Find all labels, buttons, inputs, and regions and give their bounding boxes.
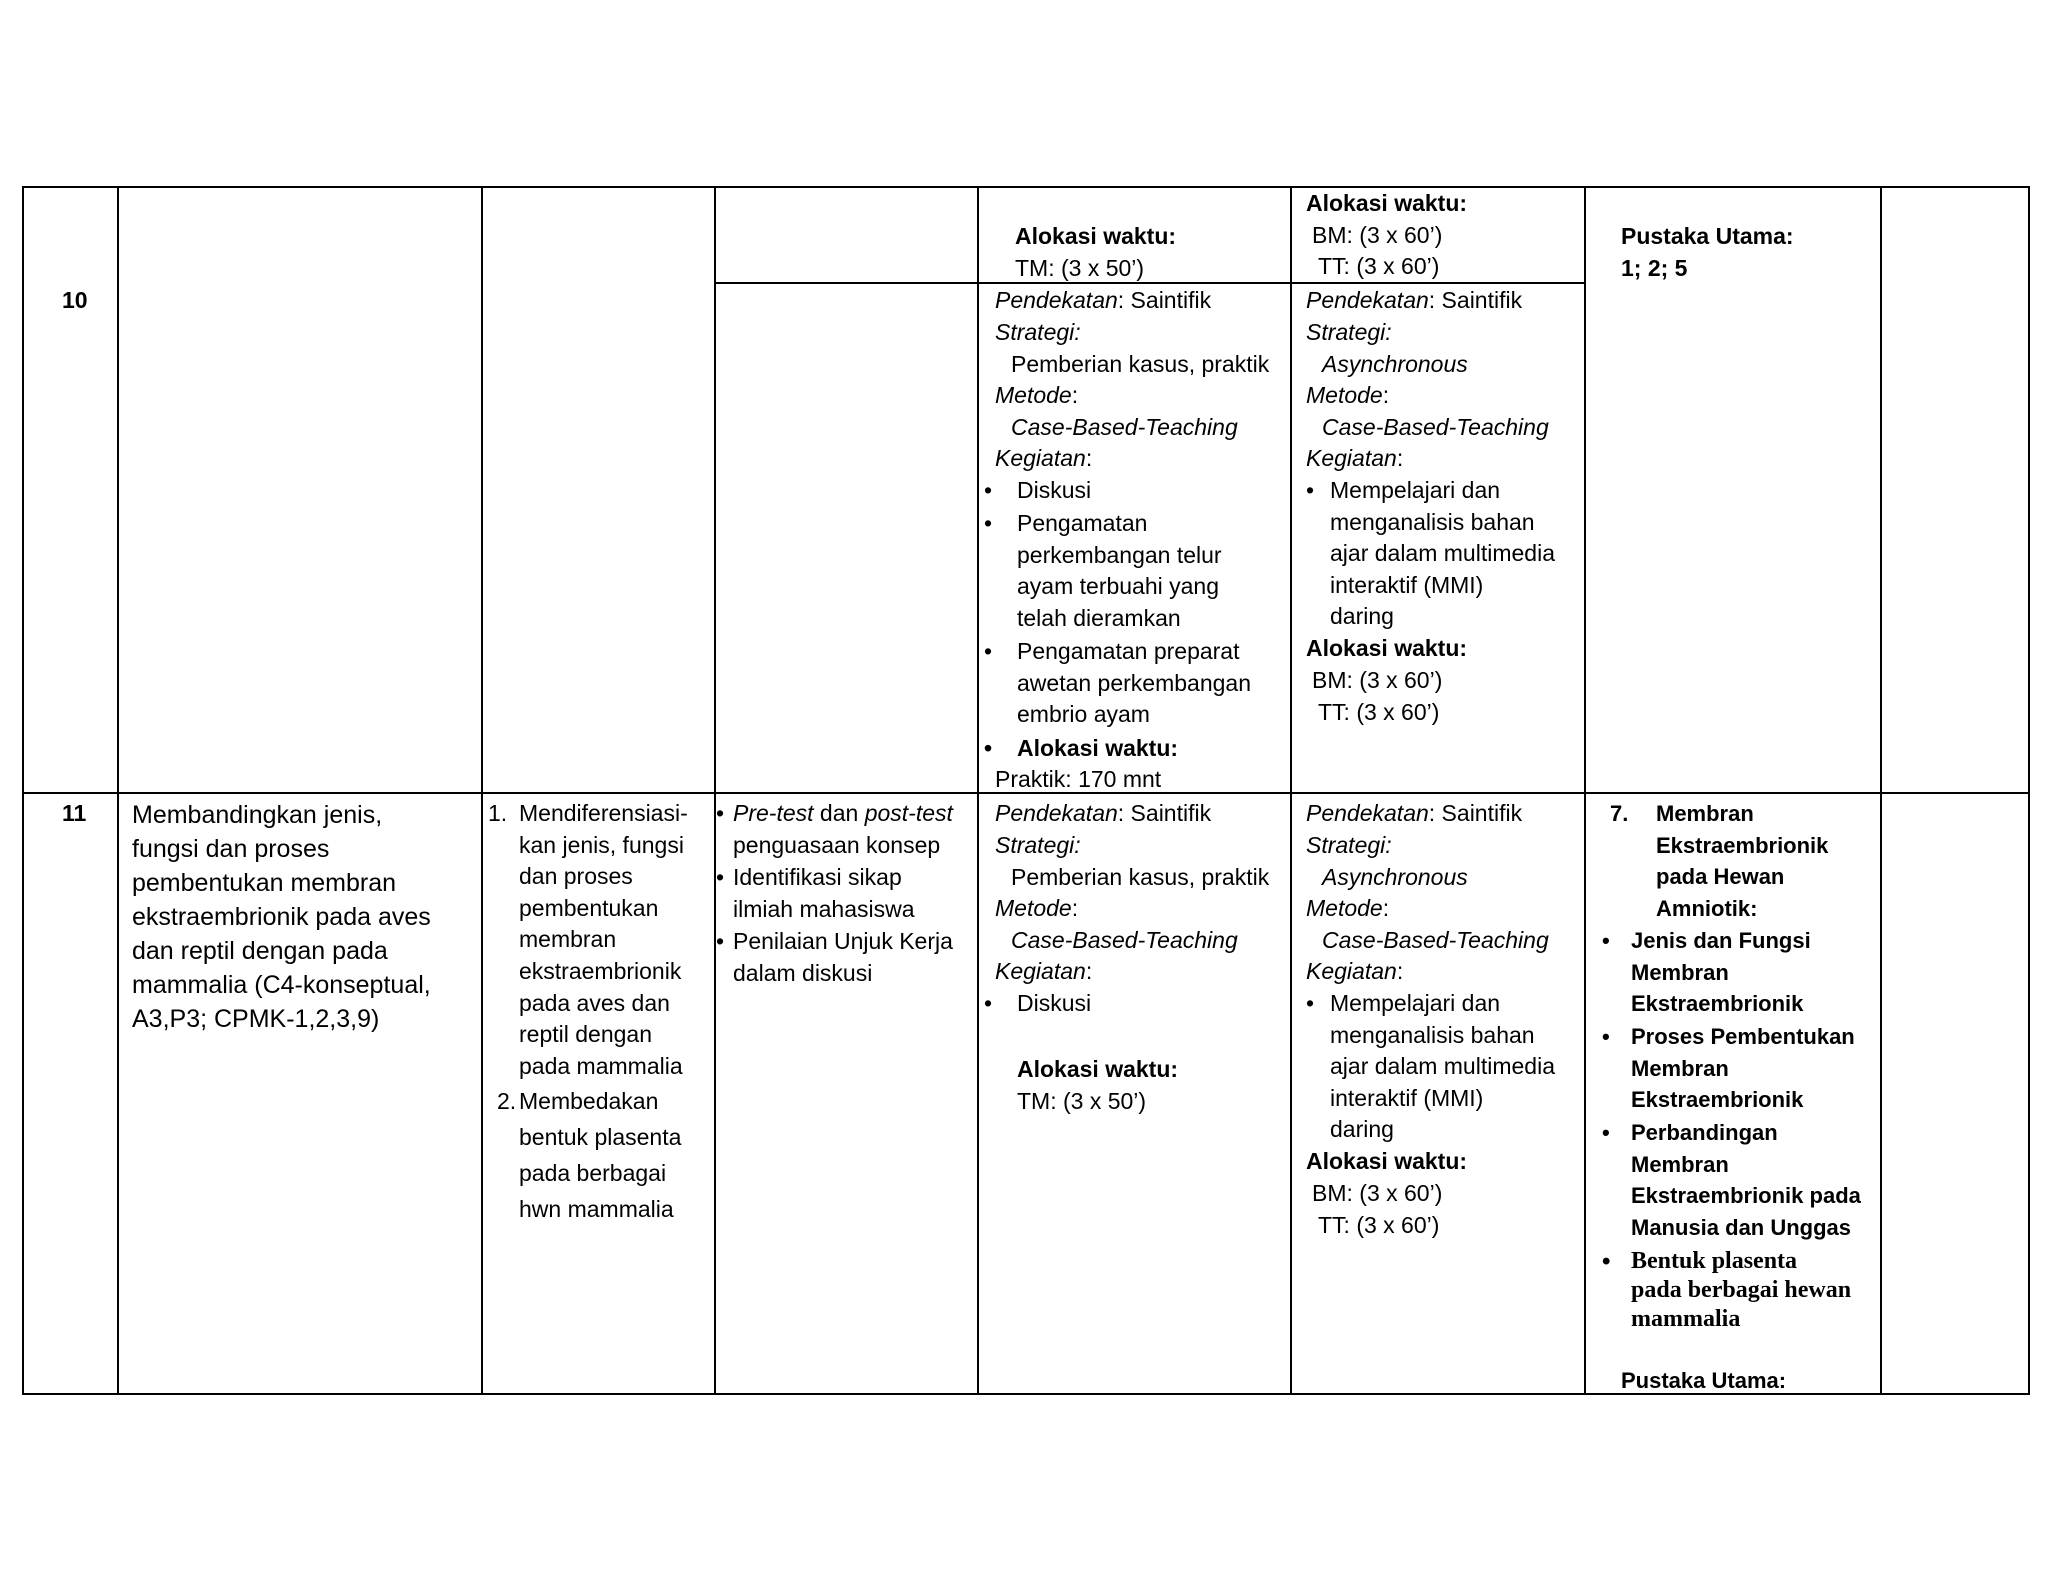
bm-value: BM: (3 x 60’) bbox=[1312, 667, 1443, 693]
row11-learning-objective: Membandingkan jenis, fungsi dan proses pembentukan membran ekstraembrionik pada aves dan reptil dengan pada mammalia (C4-konseptual, A3,P3; CPMK-1,2,3,9) bbox=[132, 801, 431, 1033]
pendekatan bbox=[995, 798, 1211, 830]
alokasi-label: Alokasi waktu: bbox=[1306, 190, 1468, 216]
pendekatan-value: : Saintifik bbox=[1117, 287, 1212, 313]
metode-label: Metode bbox=[995, 382, 1072, 408]
material-heading: 7. Membran Ekstraembrionik pada Hewan Amniotik: bbox=[1610, 801, 1829, 921]
pendekatan-value: : Saintifik bbox=[1428, 287, 1523, 313]
col-border-1 bbox=[117, 186, 119, 1395]
indicator-1: 1. Mendiferensiasi- kan jenis, fungsi dan proses pembentukan membran ekstraembrionik pada aves dan reptil dengan pada mammalia bbox=[488, 800, 688, 1079]
metode-colon: : bbox=[1382, 895, 1390, 921]
praktik-value: Praktik: 170 mnt bbox=[995, 766, 1162, 792]
bm-value: BM: (3 x 60’) bbox=[1312, 1180, 1443, 1206]
pendekatan-label: Pendekatan bbox=[995, 287, 1118, 313]
strategi-value: Asynchronous bbox=[1322, 351, 1468, 377]
bm-value: BM: (3 x 60’) bbox=[1312, 221, 1443, 248]
strategi-value: Asynchronous bbox=[1322, 864, 1468, 890]
metode-value: Case-Based-Teaching bbox=[1322, 414, 1549, 440]
table-top-border bbox=[22, 186, 2030, 188]
strategi-label: Strategi: bbox=[1306, 832, 1392, 858]
kegiatan-label: Kegiatan bbox=[995, 958, 1086, 984]
col-border-4 bbox=[977, 186, 979, 1395]
alokasi-label: Alokasi waktu: bbox=[1017, 1056, 1179, 1082]
tt-value: TT: (3 x 60’) bbox=[1318, 1212, 1440, 1238]
col-border-3 bbox=[714, 186, 716, 1395]
list-item: • Identifikasi sikap ilmiah mahasiswa bbox=[716, 864, 915, 922]
tm-value: TM: (3 x 50’) bbox=[1015, 254, 1145, 281]
list-item: • Proses Pembentukan Membran Ekstraembrionik bbox=[1602, 1024, 1855, 1113]
metode-label: Metode bbox=[1306, 382, 1383, 408]
kegiatan-colon: : bbox=[1085, 958, 1093, 984]
row11-number: 11 bbox=[62, 800, 87, 826]
metode-value: Case-Based-Teaching bbox=[1011, 414, 1238, 440]
kegiatan bbox=[1306, 443, 1403, 475]
metode-value: Case-Based-Teaching bbox=[1011, 927, 1238, 953]
pendekatan-label: Pendekatan bbox=[995, 800, 1118, 826]
kegiatan bbox=[995, 956, 1092, 988]
list-item: • Alokasi waktu: bbox=[984, 735, 1179, 761]
list-item: • Pre-test dan post-test penguasaan konsep bbox=[716, 800, 953, 858]
list-item: • Bentuk plasenta pada berbagai hewan mammalia bbox=[1602, 1248, 1852, 1332]
pendekatan bbox=[1306, 798, 1522, 830]
kegiatan-colon: : bbox=[1085, 445, 1093, 471]
metode bbox=[1306, 893, 1389, 925]
row10-top-col5 bbox=[1015, 221, 1176, 284]
pendekatan-label: Pendekatan bbox=[1306, 287, 1429, 313]
list-item: • Diskusi bbox=[984, 990, 1092, 1016]
col-border-7 bbox=[1880, 186, 1882, 1395]
pendekatan-value: : Saintifik bbox=[1428, 800, 1523, 826]
metode-label: Metode bbox=[995, 895, 1072, 921]
pustaka-refs: 1; 2; 5 bbox=[1621, 254, 1688, 281]
metode bbox=[995, 380, 1078, 412]
kegiatan-label: Kegiatan bbox=[995, 445, 1086, 471]
row10-top-col7 bbox=[1621, 221, 1794, 284]
tm-value: TM: (3 x 50’) bbox=[1017, 1088, 1147, 1114]
col-border-0 bbox=[22, 186, 24, 1395]
pustaka-label: Pustaka Utama: bbox=[1621, 1368, 1787, 1393]
list-item: • Pengamatan perkembangan telur ayam terbuahi yang telah dieramkan bbox=[984, 510, 1222, 631]
list-item: • Penilaian Unjuk Kerja dalam diskusi bbox=[716, 928, 953, 986]
list-item: • Jenis dan Fungsi Membran Ekstraembrionik bbox=[1602, 928, 1811, 1017]
alokasi-label: Alokasi waktu: bbox=[1015, 223, 1177, 249]
metode-value: Case-Based-Teaching bbox=[1322, 927, 1549, 953]
strategi-label: Strategi: bbox=[1306, 319, 1392, 345]
kegiatan-label: Kegiatan bbox=[1306, 958, 1397, 984]
tt-value: TT: (3 x 60’) bbox=[1318, 253, 1440, 280]
kegiatan-colon: : bbox=[1396, 445, 1404, 471]
metode-colon: : bbox=[1071, 895, 1079, 921]
metode-colon: : bbox=[1071, 382, 1079, 408]
col-border-8 bbox=[2028, 186, 2030, 1395]
col-border-2 bbox=[481, 186, 483, 1395]
kegiatan-colon: : bbox=[1396, 958, 1404, 984]
list-item: • Perbandingan Membran Ekstraembrionik pada Manusia dan Unggas bbox=[1602, 1120, 1861, 1240]
tt-value: TT: (3 x 60’) bbox=[1318, 699, 1440, 725]
strategi-label: Strategi: bbox=[995, 832, 1081, 858]
pendekatan-label: Pendekatan bbox=[1306, 800, 1429, 826]
pustaka-label: Pustaka Utama: bbox=[1621, 223, 1794, 249]
metode bbox=[995, 893, 1078, 925]
col-border-5 bbox=[1290, 186, 1292, 1395]
metode-colon: : bbox=[1382, 382, 1390, 408]
kegiatan bbox=[1306, 956, 1403, 988]
strategi-value: Pemberian kasus, praktik bbox=[1011, 864, 1270, 890]
list-item: • Mempelajari dan menganalisis bahan ajar dalam multimedia interaktif (MMI) daring bbox=[1306, 990, 1555, 1143]
alokasi-label: Alokasi waktu: bbox=[1306, 635, 1468, 661]
pendekatan bbox=[1306, 285, 1522, 317]
list-item: • Mempelajari dan menganalisis bahan ajar dalam multimedia interaktif (MMI) daring bbox=[1306, 477, 1555, 630]
kegiatan bbox=[995, 443, 1092, 475]
kegiatan-label: Kegiatan bbox=[1306, 445, 1397, 471]
pendekatan-value: : Saintifik bbox=[1117, 800, 1212, 826]
list-item: • Diskusi bbox=[984, 477, 1092, 503]
strategi-value: Pemberian kasus, praktik bbox=[1011, 351, 1270, 377]
metode-label: Metode bbox=[1306, 895, 1383, 921]
row10-top-col6 bbox=[1306, 188, 1467, 283]
strategi-label: Strategi: bbox=[995, 319, 1081, 345]
list-item: • Pengamatan preparat awetan perkembangan embrio ayam bbox=[984, 638, 1251, 728]
pendekatan bbox=[995, 285, 1211, 317]
alokasi-label: Alokasi waktu: bbox=[1306, 1148, 1468, 1174]
metode bbox=[1306, 380, 1389, 412]
col-border-6 bbox=[1584, 186, 1586, 1395]
indicator-2: 2. Membedakan bentuk plasenta pada berbagai hwn mammalia bbox=[497, 1088, 682, 1222]
row10-number: 10 bbox=[62, 287, 88, 313]
